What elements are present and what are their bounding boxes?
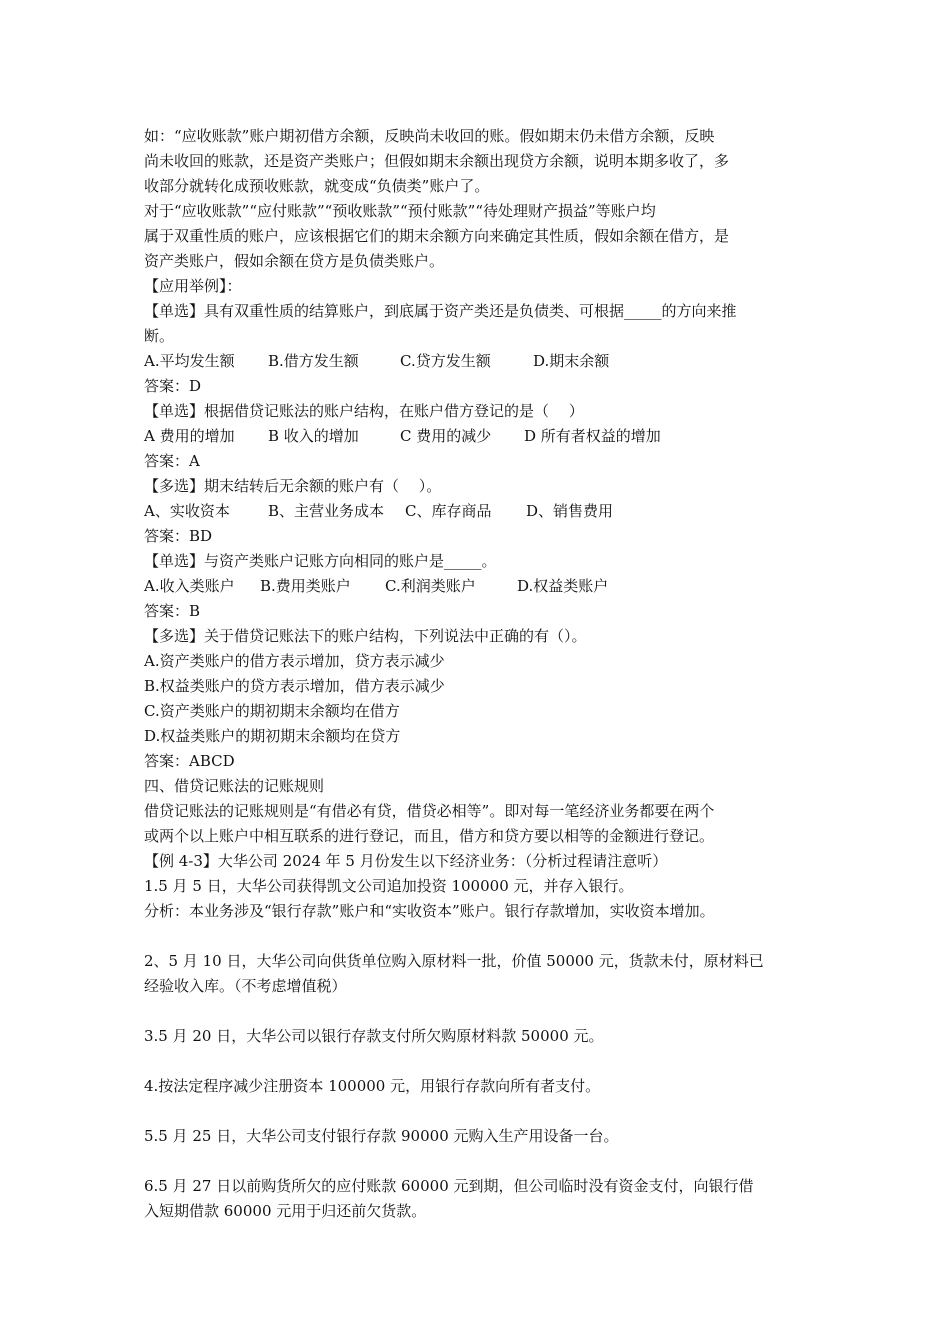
option-item: D.权益类账户 bbox=[517, 577, 609, 595]
text-line: 答案：A bbox=[144, 452, 200, 470]
option-item: A.收入类账户 bbox=[144, 577, 235, 595]
paragraph bbox=[144, 524, 809, 549]
option-item: D.期末余额 bbox=[533, 352, 610, 370]
text-line: 5.5 月 25 日，大华公司支付银行存款 90000 元购入生产用设备一台。 bbox=[144, 1127, 619, 1145]
text-line: 1.5 月 5 日，大华公司获得凯文公司追加投资 100000 元，并存入银行。 bbox=[144, 877, 634, 895]
text-line: 借贷记账法的记账规则是“有借必有贷，借贷必相等”。即对每一笔经济业务都要在两个 bbox=[144, 802, 715, 820]
text-line: 经验收入库。（不考虑增值税） bbox=[144, 977, 347, 995]
text-line: 对于“应收账款”“应付账款”“预收账款”“预付账款”“待处理财产损益”等账户均 bbox=[144, 202, 656, 220]
answer-options bbox=[144, 349, 809, 374]
paragraph bbox=[144, 1024, 809, 1049]
text-line: 4.按法定程序减少注册资本 100000 元，用银行存款向所有者支付。 bbox=[144, 1077, 601, 1095]
text-line: 2、5 月 10 日，大华公司向供货单位购入原材料一批，价值 50000 元，货款未付，原材料已 bbox=[144, 952, 764, 970]
text-line: 资产类账户，假如余额在贷方是负债类账户。 bbox=[144, 252, 445, 270]
option-item: B 收入的增加 bbox=[268, 427, 359, 445]
text-line: 【多选】期末结转后无余额的账户有（ ）。 bbox=[144, 477, 442, 495]
text-line: 【应用举例】： bbox=[144, 277, 242, 295]
paragraph bbox=[144, 399, 809, 424]
paragraph bbox=[144, 449, 809, 474]
paragraph bbox=[144, 774, 809, 799]
paragraph bbox=[144, 949, 809, 999]
option-item: C.利润类账户 bbox=[385, 577, 476, 595]
text-line: 或两个以上账户中相互联系的进行登记，而且，借方和贷方要以相等的金额进行登记。 bbox=[144, 827, 715, 845]
paragraph bbox=[144, 299, 809, 349]
paragraph bbox=[144, 124, 809, 199]
option-item: D 所有者权益的增加 bbox=[524, 427, 661, 445]
text-line: 3.5 月 20 日，大华公司以银行存款支付所欠购原材料款 50000 元。 bbox=[144, 1027, 604, 1045]
blank-line bbox=[144, 1099, 809, 1124]
paragraph bbox=[144, 849, 809, 874]
paragraph bbox=[144, 749, 809, 774]
option-item: C、库存商品 bbox=[405, 502, 492, 520]
paragraph bbox=[144, 549, 809, 574]
option-item: B.费用类账户 bbox=[260, 577, 351, 595]
paragraph bbox=[144, 724, 809, 749]
option-item: C.贷方发生额 bbox=[400, 352, 491, 370]
answer-options bbox=[144, 424, 809, 449]
paragraph bbox=[144, 699, 809, 724]
blank-line bbox=[144, 924, 809, 949]
text-line: D.权益类账户的期初期末余额均在贷方 bbox=[144, 727, 401, 745]
paragraph bbox=[144, 599, 809, 624]
text-line: 答案：D bbox=[144, 377, 202, 395]
text-line: 入短期借款 60000 元用于归还前欠货款。 bbox=[144, 1202, 427, 1220]
paragraph bbox=[144, 199, 809, 274]
paragraph bbox=[144, 1124, 809, 1149]
answer-options bbox=[144, 499, 809, 524]
blank-line bbox=[144, 999, 809, 1024]
text-line: 【例 4-3】大华公司 2024 年 5 月份发生以下经济业务：（分析过程请注意听） bbox=[144, 852, 668, 870]
text-line: 分析：本业务涉及“银行存款”账户和“实收资本”账户。银行存款增加，实收资本增加。 bbox=[144, 902, 715, 920]
document-body bbox=[144, 124, 809, 1224]
text-line: 答案：BD bbox=[144, 527, 213, 545]
text-line: 【多选】关于借贷记账法下的账户结构，下列说法中正确的有（）。 bbox=[144, 627, 587, 645]
text-line: A.资产类账户的借方表示增加，贷方表示减少 bbox=[144, 652, 445, 670]
text-line: 断。 bbox=[144, 327, 175, 345]
blank-line bbox=[144, 1049, 809, 1074]
text-line: 【单选】根据借贷记账法的账户结构，在账户借方登记的是（ ） bbox=[144, 402, 584, 420]
paragraph bbox=[144, 649, 809, 674]
text-line: C.资产类账户的期初期末余额均在借方 bbox=[144, 702, 400, 720]
paragraph bbox=[144, 899, 809, 924]
paragraph bbox=[144, 874, 809, 899]
option-item: A、实收资本 bbox=[144, 502, 230, 520]
text-line: 【单选】具有双重性质的结算账户，到底属于资产类还是负债类、可根据_____的方向来推 bbox=[144, 302, 737, 320]
text-line: 6.5 月 27 日以前购货所欠的应付账款 60000 元到期，但公司临时没有资金支付，向银行借 bbox=[144, 1177, 754, 1195]
paragraph bbox=[144, 799, 809, 849]
option-item: A.平均发生额 bbox=[144, 352, 235, 370]
paragraph bbox=[144, 1074, 809, 1099]
blank-line bbox=[144, 1149, 809, 1174]
text-line: 答案：B bbox=[144, 602, 201, 620]
option-item: D、销售费用 bbox=[526, 502, 614, 520]
option-item: C 费用的减少 bbox=[400, 427, 492, 445]
text-line: B.权益类账户的贷方表示增加，借方表示减少 bbox=[144, 677, 445, 695]
option-item: B.借方发生额 bbox=[268, 352, 359, 370]
option-item: B、主营业务成本 bbox=[268, 502, 385, 520]
option-item: A 费用的增加 bbox=[144, 427, 235, 445]
text-line: 尚未收回的账款，还是资产类账户；但假如期末余额出现贷方余额，说明本期多收了，多 bbox=[144, 152, 730, 170]
paragraph bbox=[144, 474, 809, 499]
paragraph bbox=[144, 274, 809, 299]
text-line: 答案：ABCD bbox=[144, 752, 235, 770]
paragraph bbox=[144, 674, 809, 699]
text-line: 四、借贷记账法的记账规则 bbox=[144, 777, 325, 795]
text-line: 收部分就转化成预收账款，就变成“负债类”账户了。 bbox=[144, 177, 490, 195]
answer-options bbox=[144, 574, 809, 599]
text-line: 属于双重性质的账户，应该根据它们的期末余额方向来确定其性质，假如余额在借方，是 bbox=[144, 227, 730, 245]
paragraph bbox=[144, 374, 809, 399]
paragraph bbox=[144, 1174, 809, 1224]
text-line: 【单选】与资产类账户记账方向相同的账户是_____。 bbox=[144, 552, 497, 570]
text-line: 如：“应收账款”账户期初借方余额，反映尚未收回的账。假如期末仍未借方余额，反映 bbox=[144, 127, 715, 145]
paragraph bbox=[144, 624, 809, 649]
